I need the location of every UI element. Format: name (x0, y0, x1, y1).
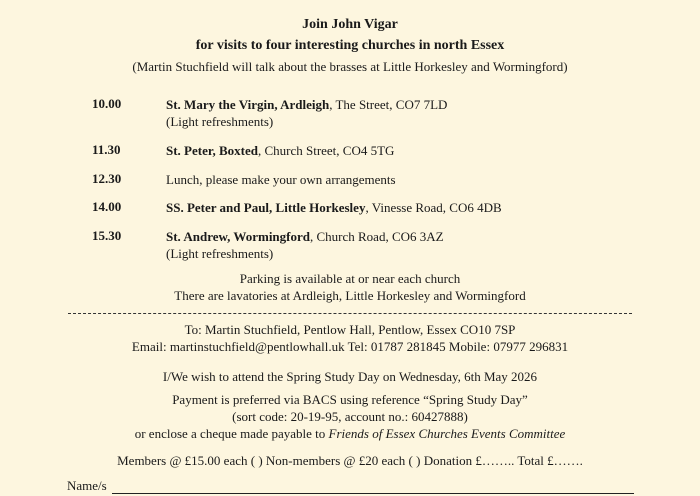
title-line-1: Join John Vigar (302, 17, 398, 32)
schedule-desc (166, 228, 686, 262)
schedule-time: 15.30 (92, 228, 122, 243)
payment-line-2: (sort code: 20-19-95, account no.: 60427888) (232, 409, 468, 424)
schedule-extra: (Light refreshments) (166, 114, 274, 129)
attendance-statement: I/We wish to attend the Spring Study Day on Wednesday, 6th May 2026 (162, 369, 538, 384)
title-line-2: for visits to four interesting churches in north Essex (195, 38, 505, 53)
schedule-desc (166, 96, 686, 130)
schedule-desc (166, 171, 686, 188)
schedule-time: 12.30 (92, 171, 122, 186)
schedule-desc (166, 199, 686, 216)
schedule-time: 14.00 (92, 199, 122, 214)
cheque-prefix: or enclose a cheque made payable to (134, 426, 329, 441)
cheque-payee: Friends of Essex Churches Events Committee (328, 426, 566, 441)
cut-line (68, 313, 632, 314)
booking-address: To: Martin Stuchfield, Pentlow Hall, Pentlow, Essex CO10 7SP (184, 322, 516, 337)
schedule-time: 11.30 (92, 142, 121, 157)
church-name: St. Mary the Virgin, Ardleigh (166, 97, 330, 112)
schedule-extra: (Light refreshments) (166, 246, 274, 261)
speaker-note: (Martin Stuchfield will talk about the brasses at Little Horkesley and Wormingford) (132, 59, 568, 74)
name-label: Name/s (67, 478, 107, 493)
schedule-time: 10.00 (92, 96, 122, 111)
schedule-desc (166, 142, 686, 159)
church-address: , Church Road, CO6 3AZ (309, 229, 444, 244)
fees-line[interactable]: Members @ £15.00 each ( ) Non-members @ £20 each ( ) Donation £…….. Total £……. (117, 453, 583, 468)
cheque-line (0, 426, 700, 442)
church-address: , Vinesse Road, CO6 4DB (365, 200, 502, 215)
lavatories-note: There are lavatories at Ardleigh, Little Horkesley and Wormingford (174, 288, 526, 303)
payment-line-1: Payment is preferred via BACS using reference “Spring Study Day” (172, 392, 528, 407)
church-address: , The Street, CO7 7LD (329, 97, 448, 112)
church-name: St. Andrew, Wormingford (166, 229, 310, 244)
parking-note: Parking is available at or near each church (239, 271, 461, 286)
church-name: St. Peter, Boxted (166, 143, 258, 158)
name-field[interactable] (112, 493, 634, 494)
lunch-note: Lunch, please make your own arrangements (166, 172, 396, 187)
church-name: SS. Peter and Paul, Little Horkesley (166, 200, 366, 215)
booking-contact: Email: martinstuchfield@pentlowhall.uk Tel: 01787 281845 Mobile: 07977 296831 (131, 339, 569, 354)
church-address: , Church Street, CO4 5TG (257, 143, 395, 158)
